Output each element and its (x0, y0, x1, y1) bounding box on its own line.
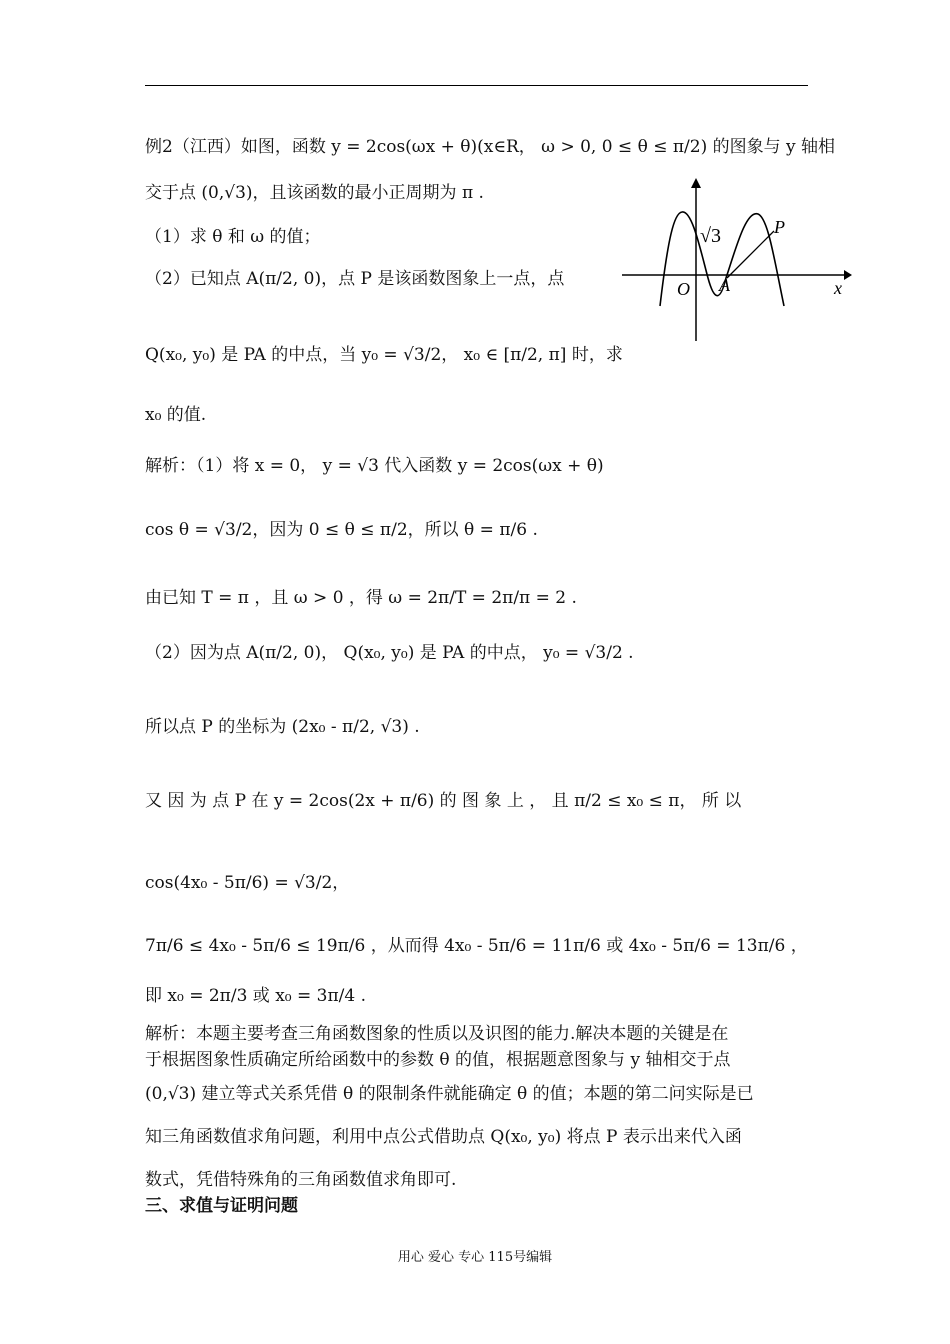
y-axis-arrow-icon (691, 178, 701, 188)
text-line-9: 由已知 T = π ，且 ω > 0 ，得 ω = 2π/T = 2π/π = 2 . (145, 588, 577, 608)
text-line-18: (0,√3) 建立等式关系凭借 θ 的限制条件就能确定 θ 的值；本题的第二问实际是已 (145, 1084, 754, 1104)
text-line-7: 解析：（1）将 x = 0， y = √3 代入函数 y = 2cos(ωx + θ) (145, 456, 604, 476)
label-o: O (677, 279, 690, 299)
text-line-4: （2）已知点 A(π/2, 0)，点 P 是该函数图象上一点，点 (145, 269, 565, 289)
text-line-6: x₀ 的值. (145, 405, 207, 425)
text-line-16: 解析：本题主要考查三角函数图象的性质以及识图的能力.解决本题的关键是在 (145, 1024, 729, 1044)
function-graph-figure (622, 178, 852, 346)
text-line-1: 例2（江西）如图，函数 y = 2cos(ωx + θ)(x∈R， ω > 0, 0 ≤ θ ≤ π/2) 的图象与 y 轴相 (145, 137, 836, 157)
text-line-5: Q(x₀, y₀) 是 PA 的中点，当 y₀ = √3/2， x₀ ∈ [π/2, π] 时，求 (145, 345, 623, 365)
label-x: x (834, 278, 842, 298)
text-line-19: 知三角函数值求角问题，利用中点公式借助点 Q(x₀, y₀) 将点 P 表示出来代入函 (145, 1127, 742, 1147)
text-line-20: 数式，凭借特殊角的三角函数值求角即可. (145, 1170, 457, 1190)
text-line-8: cos θ = √3/2，因为 0 ≤ θ ≤ π/2，所以 θ = π/6 . (145, 520, 538, 540)
label-a: A (719, 275, 730, 295)
text-line-11: 所以点 P 的坐标为 (2x₀ - π/2, √3) . (145, 717, 420, 737)
section-heading: 三、求值与证明问题 (145, 1196, 298, 1216)
text-line-14: 7π/6 ≤ 4x₀ - 5π/6 ≤ 19π/6 ，从而得 4x₀ - 5π/6 = 11π/6 或 4x₀ - 5π/6 = 13π/6 ， (145, 936, 808, 956)
label-p: P (774, 217, 785, 237)
text-line-12: 又 因 为 点 P 在 y = 2cos(2x + π/6) 的 图 象 上 ， 且 π/2 ≤ x₀ ≤ π， 所 以 (145, 791, 742, 811)
text-line-3: （1）求 θ 和 ω 的值； (145, 227, 321, 247)
text-line-17: 于根据图象性质确定所给函数中的参数 θ 的值，根据题意图象与 y 轴相交于点 (145, 1050, 731, 1070)
text-line-2: 交于点 (0,√3)，且该函数的最小正周期为 π . (145, 183, 484, 203)
x-axis-arrow-icon (844, 270, 852, 280)
label-sqrt3: √3 (700, 225, 721, 247)
page-footer: 用心 爱心 专心 115号编辑 (397, 1250, 553, 1265)
header-rule (145, 85, 808, 86)
text-line-13: cos(4x₀ - 5π/6) = √3/2， (145, 873, 350, 893)
text-line-10: （2）因为点 A(π/2, 0)， Q(x₀, y₀) 是 PA 的中点， y₀ = √3/2 . (145, 643, 634, 663)
text-line-15: 即 x₀ = 2π/3 或 x₀ = 3π/4 . (145, 986, 366, 1006)
